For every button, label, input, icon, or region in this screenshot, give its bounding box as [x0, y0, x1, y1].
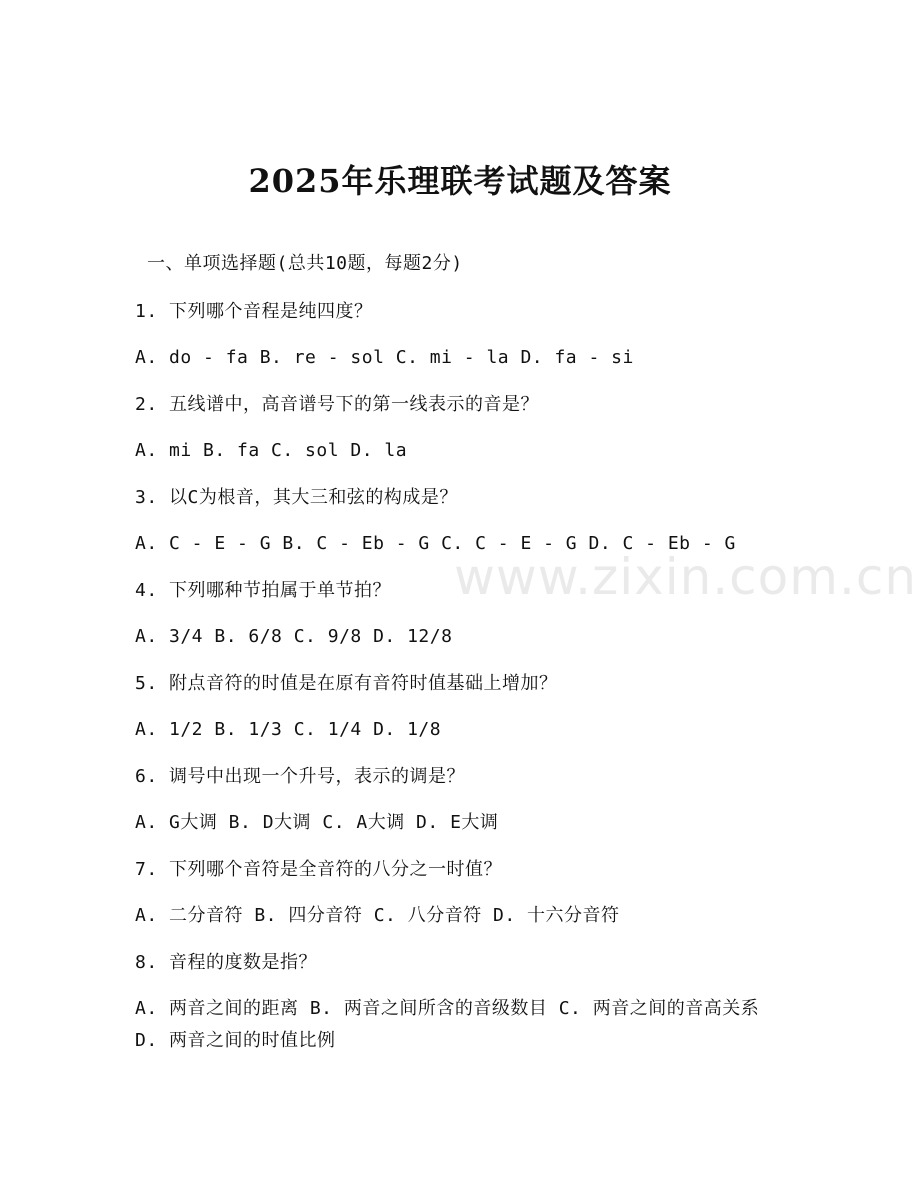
question-2-options: A. mi B. fa C. sol D. la [135, 440, 408, 461]
question-8: 8. 音程的度数是指？ [135, 952, 318, 973]
question-4: 4. 下列哪种节拍属于单节拍？ [135, 580, 392, 601]
question-5: 5. 附点音符的时值是在原有音符时值基础上增加？ [135, 673, 558, 694]
question-6: 6. 调号中出现一个升号，表示的调是？ [135, 766, 466, 787]
question-4-options: A. 3/4 B. 6/8 C. 9/8 D. 12/8 [135, 626, 453, 647]
question-3-options: A. C - E - G B. C - Eb - G C. C - E - G D. C - Eb - G [135, 533, 736, 554]
question-1-options: A. do - fa B. re - sol C. mi - la D. fa - si [135, 347, 634, 368]
question-2: 2. 五线谱中，高音谱号下的第一线表示的音是？ [135, 394, 540, 415]
question-1: 1. 下列哪个音程是纯四度？ [135, 301, 373, 322]
question-8-options: A. 两音之间的距离 B. 两音之间所含的音级数目 C. 两音之间的音高关系 D. 两音之间的时值比例 [135, 998, 760, 1051]
watermark: www.zixin.com.cn [454, 548, 918, 606]
question-6-options: A. G大调 B. D大调 C. A大调 D. E大调 [135, 812, 499, 833]
question-7-options: A. 二分音符 B. 四分音符 C. 八分音符 D. 十六分音符 [135, 905, 620, 926]
question-5-options: A. 1/2 B. 1/3 C. 1/4 D. 1/8 [135, 719, 442, 740]
question-7: 7. 下列哪个音符是全音符的八分之一时值？ [135, 859, 503, 880]
question-3: 3. 以C为根音，其大三和弦的构成是？ [135, 487, 458, 508]
section-heading: 一、单项选择题(总共10题，每题2分) [147, 253, 463, 274]
document-title: 2025年乐理联考试题及答案 [248, 162, 672, 200]
